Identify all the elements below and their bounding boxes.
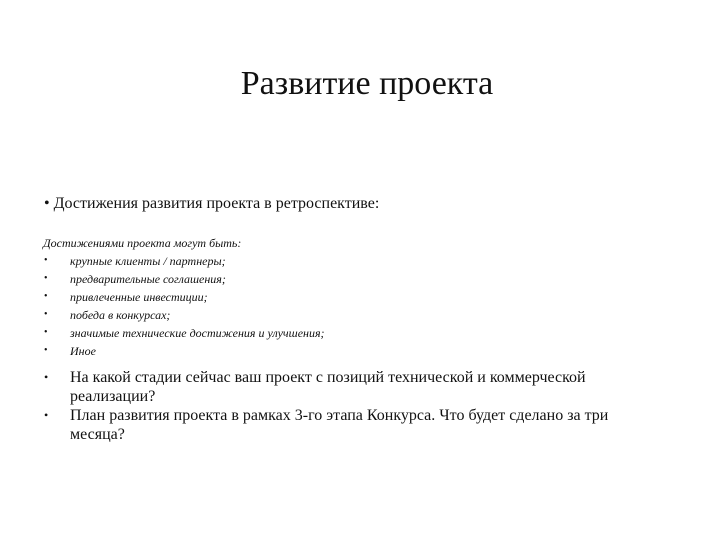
achievement-item <box>43 324 543 342</box>
achievement-item-text: крупные клиенты / партнеры; <box>70 254 226 268</box>
achievements-list <box>43 252 543 360</box>
questions-list <box>43 368 663 444</box>
achievement-item <box>43 252 543 270</box>
achievement-item <box>43 270 543 288</box>
achievement-item <box>43 306 543 324</box>
achievements-block <box>43 234 543 360</box>
achievement-item <box>43 342 543 360</box>
question-item-text: На какой стадии сейчас ваш проект с позиций технической и коммерческой реализации? <box>70 369 586 405</box>
achievement-item-text: Иное <box>70 344 96 358</box>
achievement-item-text: победа в конкурсах; <box>70 308 171 322</box>
bullet-icon: • <box>44 345 48 356</box>
bullet-icon: • <box>44 370 49 384</box>
achievement-item-text: привлеченные инвестиции; <box>70 290 208 304</box>
slide-title: Развитие проекта <box>240 65 494 102</box>
question-item-text: План развития проекта в рамках 3-го этапа Конкурса. Что будет сделано за три месяца? <box>70 407 609 443</box>
bullet-icon: • <box>44 255 48 266</box>
intro-line: • Достижения развития проекта в ретроспективе: <box>44 195 380 212</box>
achievement-item <box>43 288 543 306</box>
achievement-item-text: значимые технические достижения и улучшения; <box>70 326 325 340</box>
achievement-item-text: предварительные соглашения; <box>70 272 226 286</box>
question-item <box>43 368 663 406</box>
bullet-icon: • <box>44 273 48 284</box>
achievements-heading: Достижениями проекта могут быть: <box>43 236 242 250</box>
question-item <box>43 406 663 444</box>
bullet-icon: • <box>44 309 48 320</box>
bullet-icon: • <box>44 408 49 422</box>
bullet-icon: • <box>44 291 48 302</box>
bullet-icon: • <box>44 327 48 338</box>
